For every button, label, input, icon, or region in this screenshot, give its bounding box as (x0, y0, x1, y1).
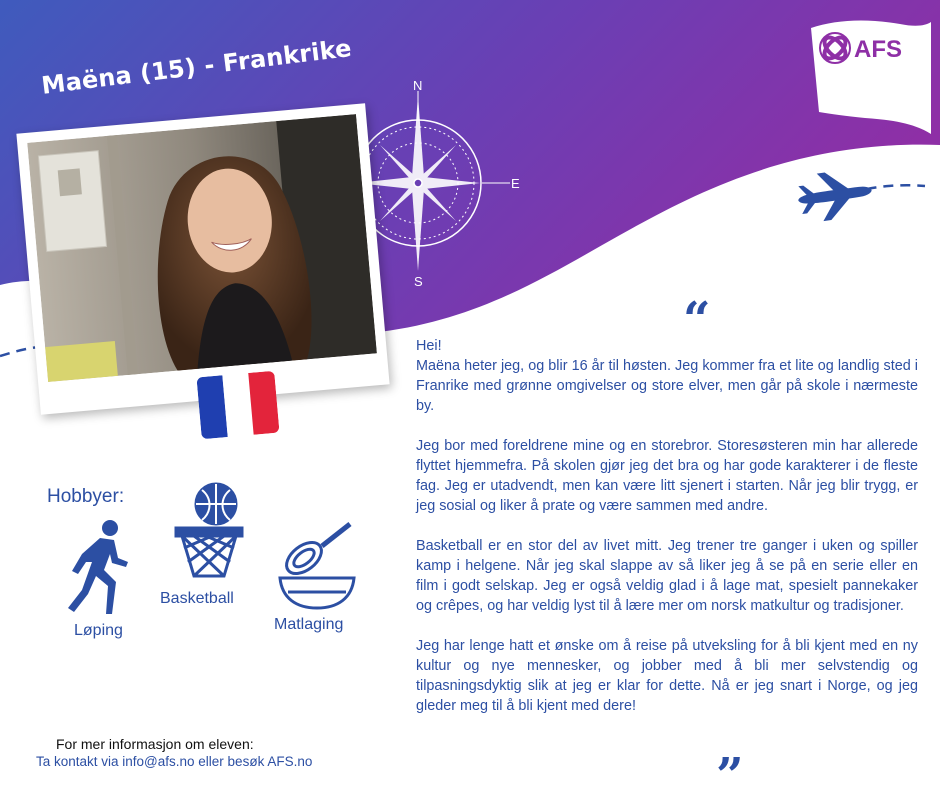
afs-logo-caption (858, 82, 921, 121)
open-quote-icon: “ (683, 292, 711, 348)
close-quote-icon: ” (716, 748, 744, 788)
compass-east: E (511, 176, 520, 191)
logo-line2: Utveksling (858, 108, 909, 120)
letter-paragraph-2: Jeg bor med foreldrene mine og en storebror. Storesøsteren min har allerede flyttet hjemmefra. På skolen gjør jeg det bra og har gode karakterer i de fleste fag. Jeg er utadvendt, men kan være litt sjenert i starten. Når jeg blir trygg, er jeg sosial og liker å prate og være sammen med andre. (416, 438, 918, 514)
running-person-icon (66, 518, 132, 618)
letter-paragraph-1: Hei! Maëna heter jeg, og blir 16 år til høsten. Jeg kommer fra et lite og landlig sted i Franrike med grønne omgivelser og store elver, men går på skole i nærmeste by. (416, 338, 918, 414)
logo-line1: Internasjonal (858, 95, 921, 107)
hobbies-heading: Hobbyer: (47, 486, 125, 507)
page-title: Maëna (15) - Frankrike (40, 33, 354, 100)
letter-paragraph-3: Basketball er en stor del av livet mitt. Jeg trener tre ganger i uken og spiller kamp i helgene. Når jeg skal slappe av så liker jeg å se på en serie eller en film i godt selskap. Jeg er også veldig glad i å lage mat, spesielt pannekaker og crêpes, og har veldig lyst til å lære mer om norsk matkultur og tradisjoner. (416, 538, 918, 614)
footer-info-heading: For mer informasjon om eleven: (56, 736, 254, 752)
afs-logo-text: AFS (854, 36, 902, 63)
hobby-label-basketball: Basketball (160, 590, 234, 607)
student-photo-frame (16, 103, 389, 414)
compass-north: N (413, 78, 423, 93)
hobby-label-cooking: Matlaging (274, 616, 344, 633)
hobby-label-running: Løping (74, 622, 123, 639)
whisk-bowl-icon (278, 518, 356, 610)
logo-org: AFS Norge (858, 82, 915, 94)
letter-paragraph-4: Jeg har lenge hatt et ønske om å reise på utveksling for å bli kjent med en ny kultur og nye mennesker, og jobber med å bli mer selvstendig og tilpasningsdyktig slik at jeg er klar for dette. Nå er jeg snart i Norge, og jeg gleder meg til å bli kjent med dere! (416, 638, 918, 714)
footer-contact: Ta kontakt via info@afs.no eller besøk AFS.no (36, 754, 313, 769)
france-flag (196, 371, 279, 440)
student-photo (27, 114, 377, 382)
compass-south: S (414, 274, 423, 289)
basketball-hoop-icon (172, 482, 248, 582)
student-letter (416, 336, 918, 736)
